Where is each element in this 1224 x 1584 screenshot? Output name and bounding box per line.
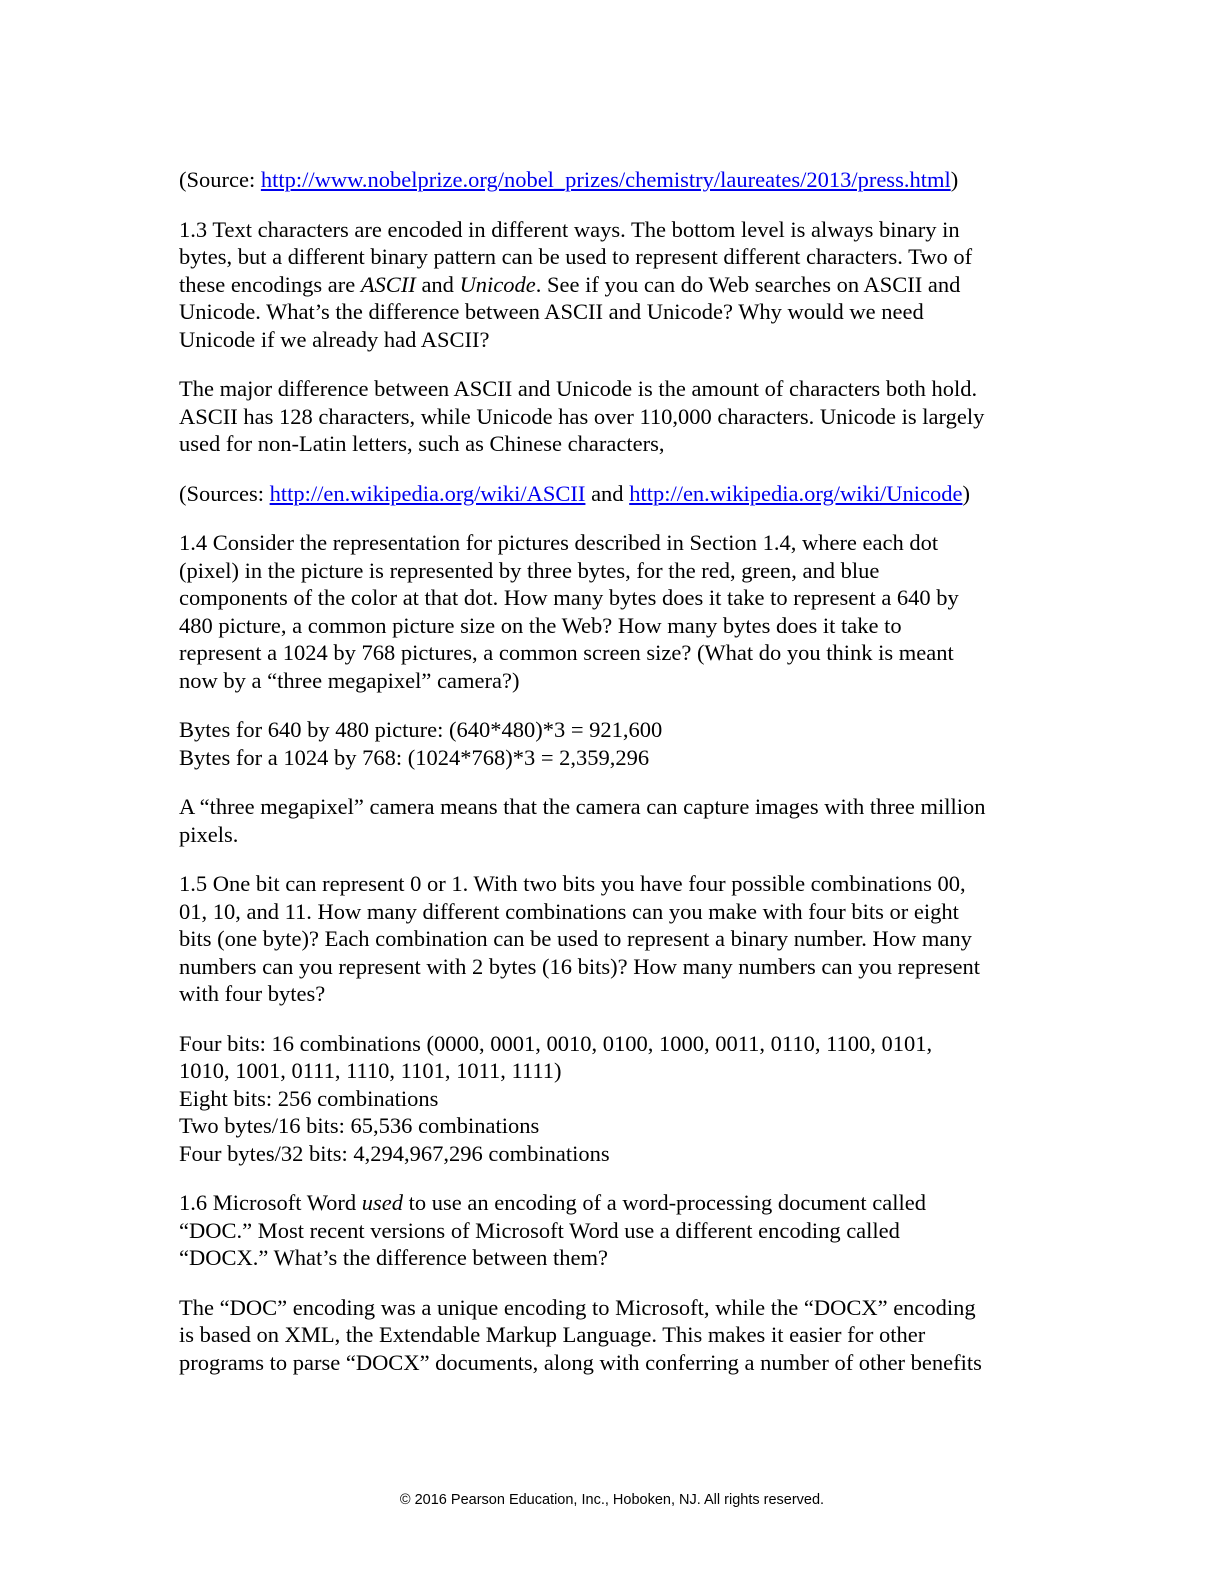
source-citation-1: (Source: http://www.nobelprize.org/nobel_prizes/chemistry/laureates/2013/press.html) bbox=[179, 167, 959, 192]
document-body bbox=[179, 166, 1039, 1398]
copyright-footer: © 2016 Pearson Education, Inc., Hoboken, NJ. All rights reserved. bbox=[399, 1492, 825, 1508]
answer-1-4-megapixel: A “three megapixel” camera means that the camera can capture images with three million pixels. bbox=[179, 794, 986, 847]
answer-1-6: The “DOC” encoding was a unique encoding to Microsoft, while the “DOCX” encoding is based on XML, the Extendable Markup Language. This makes it easier for other programs to parse “DOCX” documents, along with conferring a number of other benefits bbox=[179, 1294, 982, 1375]
question-1-5: 1.5 One bit can represent 0 or 1. With two bits you have four possible combinations 00, 01, 10, and 11. How many different combinations can you make with four bits or eight bits (one byte)? Each combination can be used to represent a binary number. How many numbers can you represent with 2 bytes (16 bits)? How many numbers can you represent with four bytes? bbox=[179, 871, 981, 1006]
wikipedia-unicode-link[interactable]: http://en.wikipedia.org/wiki/Unicode bbox=[629, 480, 963, 506]
question-1-3: 1.3 Text characters are encoded in different ways. The bottom level is always binary in bytes, but a different binary pattern can be used to represent different characters. Two of these encodings are ASCII and Unicode. See if you can do Web searches on ASCII and Unicode. What’s the difference between ASCII and Unicode? Why would we need Unicode if we already had ASCII? bbox=[179, 216, 973, 352]
wikipedia-ascii-link[interactable]: http://en.wikipedia.org/wiki/ASCII bbox=[269, 480, 586, 506]
answer-1-5: Four bits: 16 combinations (0000, 0001, 0010, 0100, 1000, 0011, 0110, 1100, 0101, 1010, 1001, 0111, 1110, 1101, 1011, 1111) Eight bits: 256 combinations Two bytes/16 bits: 65,536 combinations Four bytes/32 bits: 4,294,967,296 combinations bbox=[179, 1030, 933, 1166]
source-citation-2: (Sources: http://en.wikipedia.org/wiki/ASCII and http://en.wikipedia.org/wiki/Unicode) bbox=[179, 480, 970, 506]
question-1-4: 1.4 Consider the representation for pictures described in Section 1.4, where each dot (pixel) in the picture is represented by three bytes, for the red, green, and blue components of the color at that dot. How many bytes does it take to represent a 640 by 480 picture, a common picture size on the Web? How many bytes does it take to represent a 1024 by 768 pictures, a common screen size? (What do you think is meant now by a “three megapixel” camera?) bbox=[179, 530, 959, 693]
answer-1-3: The major difference between ASCII and Unicode is the amount of characters both hold. ASCII has 128 characters, while Unicode has over 110,000 characters. Unicode is largely used for non-Latin letters, such as Chinese characters, bbox=[179, 376, 985, 456]
answer-1-4-bytes: Bytes for 640 by 480 picture: (640*480)*3 = 921,600 Bytes for a 1024 by 768: (1024*768)*3 = 2,359,296 bbox=[179, 717, 663, 770]
question-1-6: 1.6 Microsoft Word used to use an encoding of a word-processing document called “DOC.” Most recent versions of Microsoft Word use a different encoding called “DOCX.” What’s the difference between them? bbox=[179, 1190, 926, 1270]
nobelprize-link[interactable]: http://www.nobelprize.org/nobel_prizes/chemistry/laureates/2013/press.html bbox=[260, 167, 951, 192]
